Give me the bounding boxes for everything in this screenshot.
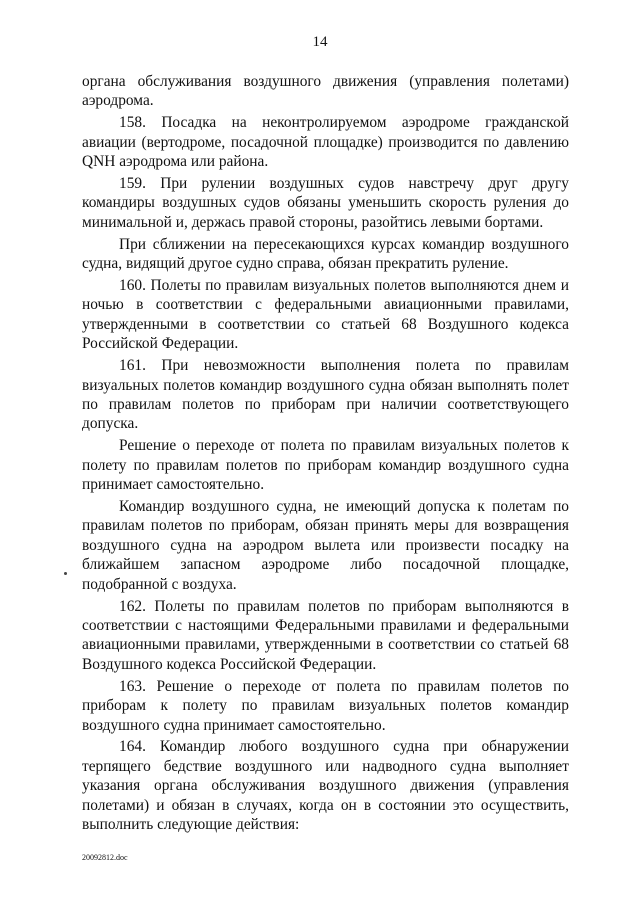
paragraph-161-decision: Решение о переходе от полета по правилам визуальных полетов к полету по правилам полетов по приборам командир воздушного судна принимает самостоятельно. bbox=[82, 437, 569, 494]
paragraph-161: 161. При невозможности выполнения полета по правилам визуальных полетов командир воздушного судна обязан выполнять полет по правилам полетов по приборам при наличии соответствующего допуска. bbox=[82, 357, 569, 433]
paragraph-162: 162. Полеты по правилам полетов по приборам выполняются в соответствии с настоящими Федеральными правилами и федеральными авиационными правилами, утвержденными в соответствии со статьей 68 Воздушного кодекса Российской Федерации. bbox=[82, 597, 569, 673]
paragraph-164: 164. Командир любого воздушного судна при обнаружении терпящего бедствие воздушного или надводного судна выполняет указания органа обслуживания воздушного движения (управления полетами) и обязан в случаях, когда он в состоянии это осуществить, выполнить следующие действия: bbox=[82, 738, 569, 834]
paragraph-158: 158. Посадка на неконтролируемом аэродроме гражданской авиации (вертодроме, посадочной площадке) производится по давлению QNH аэродрома или района. bbox=[82, 114, 569, 171]
margin-mark bbox=[64, 572, 67, 575]
paragraph-160: 160. Полеты по правилам визуальных полетов выполняются днем и ночью в соответствии с федеральными авиационными правилами, утвержденными в соответствии со статьей 68 Воздушного кодекса Российской Федерации. bbox=[82, 277, 569, 353]
paragraph-161-no-clearance: Командир воздушного судна, не имеющий допуска к полетам по правилам полетов по приборам, обязан принять меры для возвращения воздушного судна на аэродром вылета или произвести посадку на ближайшем запасном аэродроме либо посадочной площадке, подобранной с воздуха. bbox=[82, 498, 569, 593]
footer-filename: 20092812.doc bbox=[82, 853, 128, 862]
document-body bbox=[82, 72, 569, 837]
paragraph-159-crossing: При сближении на пересекающихся курсах командир воздушного судна, видящий другое судно справа, обязан прекратить руление. bbox=[82, 235, 569, 273]
paragraph-163: 163. Решение о переходе от полета по правилам полетов по приборам к полету по правилам визуальных полетов командир воздушного судна принимает самостоятельно. bbox=[82, 677, 569, 734]
paragraph-159: 159. При рулении воздушных судов навстречу друг другу командиры воздушных судов обязаны уменьшить скорость руления до минимальной и, держась правой стороны, разойтись левыми бортами. bbox=[82, 175, 569, 231]
paragraph-continuation: органа обслуживания воздушного движения (управления полетами) аэродрома. bbox=[82, 73, 569, 110]
page-number: 14 bbox=[312, 34, 328, 50]
